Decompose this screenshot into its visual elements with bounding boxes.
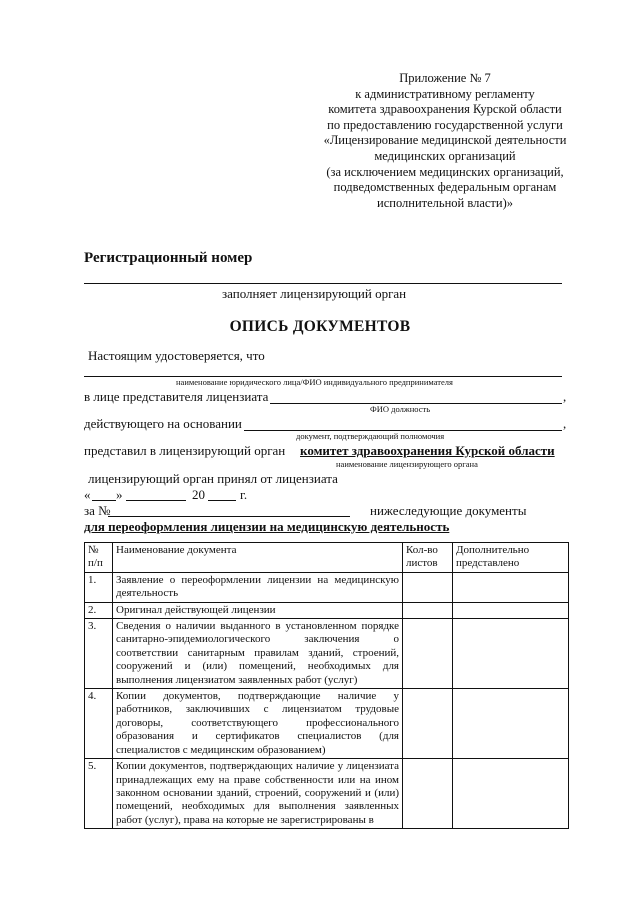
table-row xyxy=(85,689,569,759)
date-close-quote: » xyxy=(116,487,123,502)
following-docs-text: нижеследующие документы xyxy=(370,503,527,518)
header-name: Наименование документа xyxy=(113,543,403,573)
certify-text: Настоящим удостоверяется, что xyxy=(88,348,265,363)
year-suffix: г. xyxy=(240,487,248,502)
row-extra[interactable] xyxy=(453,759,569,829)
document-caption: документ, подтверждающий полномочия xyxy=(296,431,445,441)
row-extra[interactable] xyxy=(453,689,569,759)
row-extra[interactable] xyxy=(453,619,569,689)
registration-number-line[interactable] xyxy=(84,283,562,284)
row-num: 4. xyxy=(85,689,113,759)
documents-table xyxy=(84,542,569,829)
row-sheets[interactable] xyxy=(403,759,453,829)
appendix-line: к административному регламенту xyxy=(355,86,535,101)
appendix-header xyxy=(300,71,590,211)
appendix-line: исполнительной власти)» xyxy=(377,195,513,210)
date-year-field[interactable] xyxy=(208,500,236,501)
header-num: № п/п xyxy=(85,543,113,573)
row-name: Копии документов, подтверждающих наличие у лицензиата принадлежащих ему на праве собственности или на ином законном основании зданий, строений, сооружений и (или) помещений, необходимых для выполнения заявленных работ (услуг), права на которые не зарегистрированы в xyxy=(113,759,403,829)
date-month-field[interactable] xyxy=(126,500,186,501)
submitted-to-label: представил в лицензирующий орган xyxy=(84,443,286,458)
row-name: Оригинал действующей лицензии xyxy=(113,602,403,618)
registration-note: заполняет лицензирующий орган xyxy=(222,286,407,301)
appendix-line: комитета здравоохранения Курской области xyxy=(328,102,562,117)
agency-caption: наименование лицензирующего органа xyxy=(336,459,478,469)
representative-label: в лице представителя лицензиата xyxy=(84,389,269,404)
row-sheets[interactable] xyxy=(403,572,453,602)
table-row xyxy=(85,759,569,829)
row-num: 2. xyxy=(85,602,113,618)
accepted-label: лицензирующий орган принял от лицензиата xyxy=(88,471,338,486)
number-prefix: за № xyxy=(84,503,111,518)
table-row xyxy=(85,572,569,602)
table-header-row xyxy=(85,543,569,573)
registration-label: Регистрационный номер xyxy=(84,250,253,266)
header-sheets: Кол-во листов xyxy=(403,543,453,573)
row-extra[interactable] xyxy=(453,602,569,618)
acting-basis-label: действующего на основании xyxy=(84,416,242,431)
fio-caption: ФИО должность xyxy=(370,404,431,414)
row-sheets[interactable] xyxy=(403,602,453,618)
date-open-quote: « xyxy=(84,487,91,502)
date-day-field[interactable] xyxy=(92,500,116,501)
agency-name: комитет здравоохранения Курской области xyxy=(300,443,555,458)
number-field[interactable] xyxy=(108,516,350,517)
appendix-line: подведомственных федеральным органам xyxy=(333,180,557,195)
appendix-line: Приложение № 7 xyxy=(399,71,491,85)
row-name: Заявление о переоформлении лицензии на медицинскую деятельность xyxy=(113,572,403,602)
header-extra: Дополнительно представлено xyxy=(453,543,569,573)
row-extra[interactable] xyxy=(453,572,569,602)
row-name: Сведения о наличии выданного в установленном порядке санитарно-эпидемиологического заключения о соответствии санитарным правилам зданий, строений, сооружений и (или) помещений, необходимых для выполнения лицензиатом заявленных работ (услуг) xyxy=(113,619,403,689)
row-name: Копии документов, подтверждающие наличие у работников, заключивших с лицензиатом трудовые договоры, соответствующего профессионального образования и сертификатов специалистов (для специалистов с медицинским образованием) xyxy=(113,689,403,759)
appendix-line: медицинских организаций xyxy=(374,148,516,163)
table-row xyxy=(85,602,569,618)
year-prefix: 20 xyxy=(192,487,205,502)
licensee-name-caption: наименование юридического лица/ФИО индивидуального предпринимателя xyxy=(176,377,453,387)
table-row xyxy=(85,619,569,689)
row-num: 1. xyxy=(85,572,113,602)
purpose-text: для переоформления лицензии на медицинскую деятельность xyxy=(84,519,450,534)
appendix-line: (за исключением медицинских организаций, xyxy=(326,164,564,179)
row-sheets[interactable] xyxy=(403,689,453,759)
row-num: 5. xyxy=(85,759,113,829)
row-sheets[interactable] xyxy=(403,619,453,689)
appendix-line: «Лицензирование медицинской деятельности xyxy=(323,133,567,148)
appendix-line: по предоставлению государственной услуги xyxy=(327,117,563,132)
row-num: 3. xyxy=(85,619,113,689)
page-title: ОПИСЬ ДОКУМЕНТОВ xyxy=(229,318,411,335)
